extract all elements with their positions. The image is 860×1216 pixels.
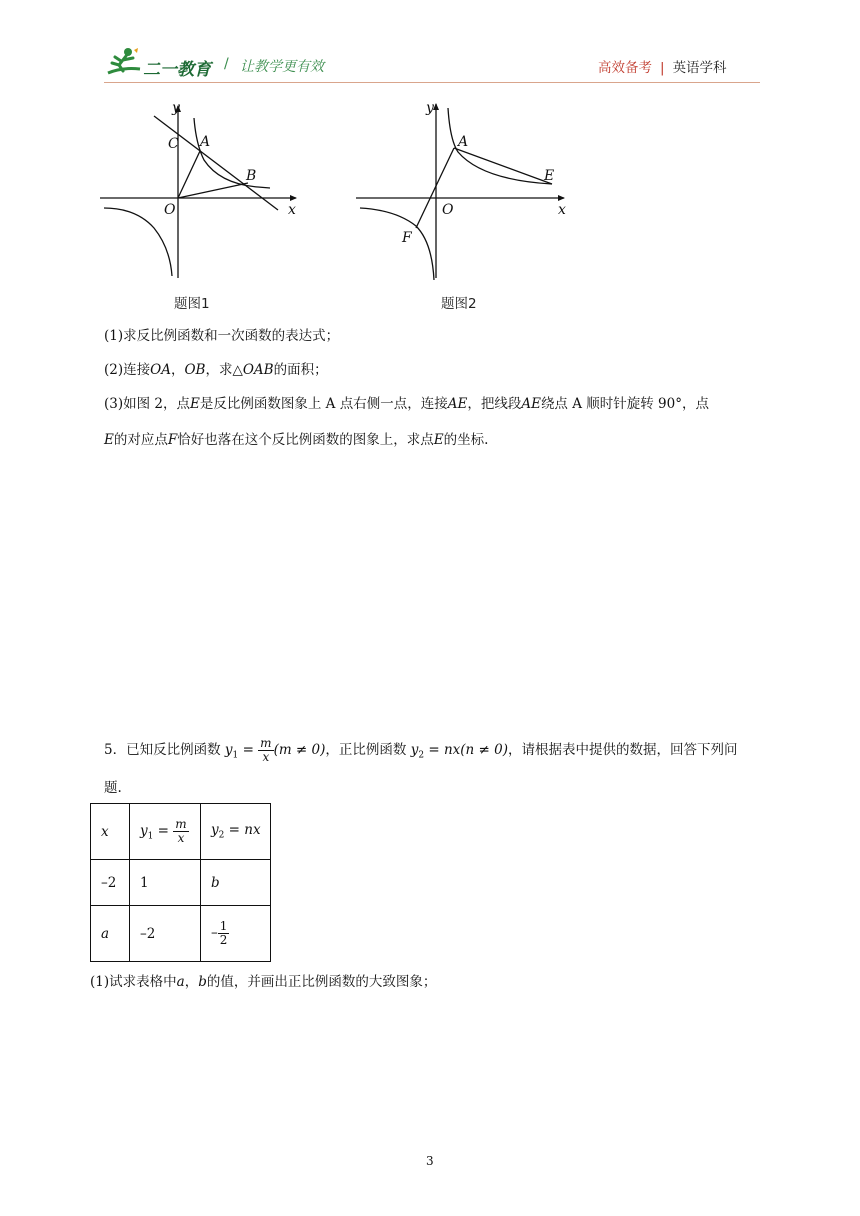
fig2-label-y: y [426, 100, 434, 116]
table-cell-half-den: 2 [219, 933, 228, 947]
q5-frac-num: m [260, 736, 272, 750]
logo-runner-icon [104, 46, 144, 78]
figure-2-caption: 题图2 [441, 296, 477, 312]
fig2-label-e: E [544, 168, 555, 184]
fig1-label-c: C [168, 136, 179, 152]
fig1-segment-ob [178, 183, 248, 198]
q4-part3-l2-e2: E [433, 432, 444, 448]
q4-part2-sep: ， [170, 362, 185, 378]
table-head-y1-num: m [175, 817, 187, 831]
table-row [91, 860, 271, 906]
q5-cond2: (n ≠ 0) [460, 742, 508, 758]
table-cell: –2 [91, 860, 130, 906]
table-head-y1-eq: = [157, 823, 169, 839]
header-right [598, 56, 727, 76]
header-rule [104, 82, 760, 83]
header-separator: | [660, 60, 665, 76]
q5-intro-line1 [104, 732, 738, 774]
q5-intro-mid: ，正比例函数 [325, 742, 407, 758]
q4-part2-ob: OB [184, 362, 206, 378]
q4-part2-mid: ，求△ [205, 362, 243, 378]
table-cell: –2 [130, 906, 201, 962]
fig2-hyperbola-q3 [360, 208, 434, 280]
q4-part1: (1)求反比例函数和一次函数的表达式； [104, 328, 340, 344]
header-tag-exam: 高效备考 [598, 60, 652, 76]
q5-y2-sub: 2 [418, 750, 425, 761]
table-cell: 1 [130, 860, 201, 906]
q4-part3-l2-mid1: 的对应点 [113, 432, 168, 448]
q4-part3-pre: (3)如图 2，点 [104, 396, 191, 412]
fig1-hyperbola-q3 [104, 208, 172, 276]
fig1-label-b: B [246, 168, 257, 184]
q4-part3-l2-post: 的坐标. [443, 432, 489, 448]
q4-part2-oab: OAB [242, 362, 274, 378]
q5-part1 [90, 972, 436, 992]
q4-part3-line2 [104, 430, 488, 450]
fig2-label-o: O [442, 202, 454, 218]
logo-text: 二一教育 [143, 60, 211, 80]
fig2-segment-ae [454, 148, 555, 184]
figure-1-caption: 题图1 [174, 296, 210, 312]
header-slogan: 让教学更有效 [240, 59, 324, 75]
q5-frac-den: x [262, 750, 270, 764]
q4-part3-e1: E [190, 396, 200, 412]
table-head-y1-den: x [177, 831, 185, 845]
q4-part3-l2-e: E [104, 432, 114, 448]
q4-part2-pre: (2)连接 [104, 362, 151, 378]
q5-data-table [90, 803, 271, 962]
table-head-y2 [201, 804, 271, 860]
q5-part1-b: b [198, 974, 207, 990]
table-cell-fraction [201, 906, 271, 962]
table-row [91, 804, 271, 860]
q5-part1-post: 的值，并画出正比例函数的大致图象； [206, 974, 437, 990]
q4-part2-post: 的面积； [273, 362, 328, 378]
q5-y1-sub: 1 [232, 750, 239, 761]
q4-part3-l2-f: F [167, 432, 178, 448]
table-cell-half [218, 920, 230, 947]
fig1-segment-oa [178, 151, 200, 198]
table-head-y2-sub: 2 [218, 830, 225, 841]
table-head-x: x [91, 804, 130, 860]
fig2-label-f: F [402, 230, 412, 246]
q4-part3-mid2: ，把线段 [467, 396, 522, 412]
figure-2 [352, 96, 572, 286]
table-cell-half-num: 1 [219, 919, 228, 933]
fig1-label-a: A [200, 134, 211, 150]
table-head-y1-lhs: y [140, 823, 148, 839]
q5-y2: y [410, 742, 419, 758]
q4-part3-post: 绕点 A 顺时针旋转 90°，点 [540, 396, 709, 412]
q5-part1-a: a [176, 974, 185, 990]
q4-part3-ae1: AE [447, 396, 468, 412]
q4-part2 [104, 360, 328, 380]
header [0, 0, 860, 90]
fig1-label-x: x [288, 202, 296, 218]
q5-part1-sep: ， [184, 974, 199, 990]
table-cell: b [201, 860, 271, 906]
fig2-label-x: x [558, 202, 566, 218]
q5-cond1: (m ≠ 0) [273, 742, 326, 758]
q4-part3-line1 [104, 394, 709, 414]
q4-part3-l2-mid2: 恰好也落在这个反比例函数的图象上，求点 [177, 432, 434, 448]
figure-1 [96, 96, 306, 286]
q5-y2-rhs: = nx [428, 742, 461, 758]
table-cell: a [91, 906, 130, 962]
fig1-hyperbola-q1 [194, 118, 270, 188]
table-row [91, 906, 271, 962]
q5-intro-line2: 题. [104, 780, 122, 796]
q5-intro-post: ，请根据表中提供的数据，回答下列问 [508, 742, 738, 758]
q4-part3-mid1: 是反比例函数图象上 A 点右侧一点，连接 [199, 396, 448, 412]
fig1-label-y: y [172, 100, 180, 116]
table-head-y1-sub: 1 [147, 831, 154, 842]
table-head-y2-rhs: = nx [228, 822, 261, 839]
q5-fraction-m-over-x [258, 737, 273, 764]
q4-part2-oa: OA [150, 362, 171, 378]
table-head-y1 [130, 804, 201, 860]
fig2-label-a: A [458, 134, 469, 150]
q5-y1: y [224, 742, 233, 758]
fig1-line-cab [154, 116, 278, 210]
q5-intro-pre: 5．已知反比例函数 [104, 742, 221, 758]
table-head-y2-lhs: y [211, 822, 219, 839]
fig1-label-o: O [164, 202, 176, 218]
header-slash: / [224, 56, 229, 72]
q5-part1-pre: (1)试求表格中 [90, 974, 177, 990]
table-head-y1-fraction [173, 818, 188, 845]
q5-eq: = [242, 742, 254, 758]
q4-part3-ae2: AE [521, 396, 541, 412]
page-number: 3 [426, 1154, 434, 1168]
header-tag-subject: 英语学科 [672, 60, 727, 76]
table-cell-sign: – [211, 925, 218, 941]
